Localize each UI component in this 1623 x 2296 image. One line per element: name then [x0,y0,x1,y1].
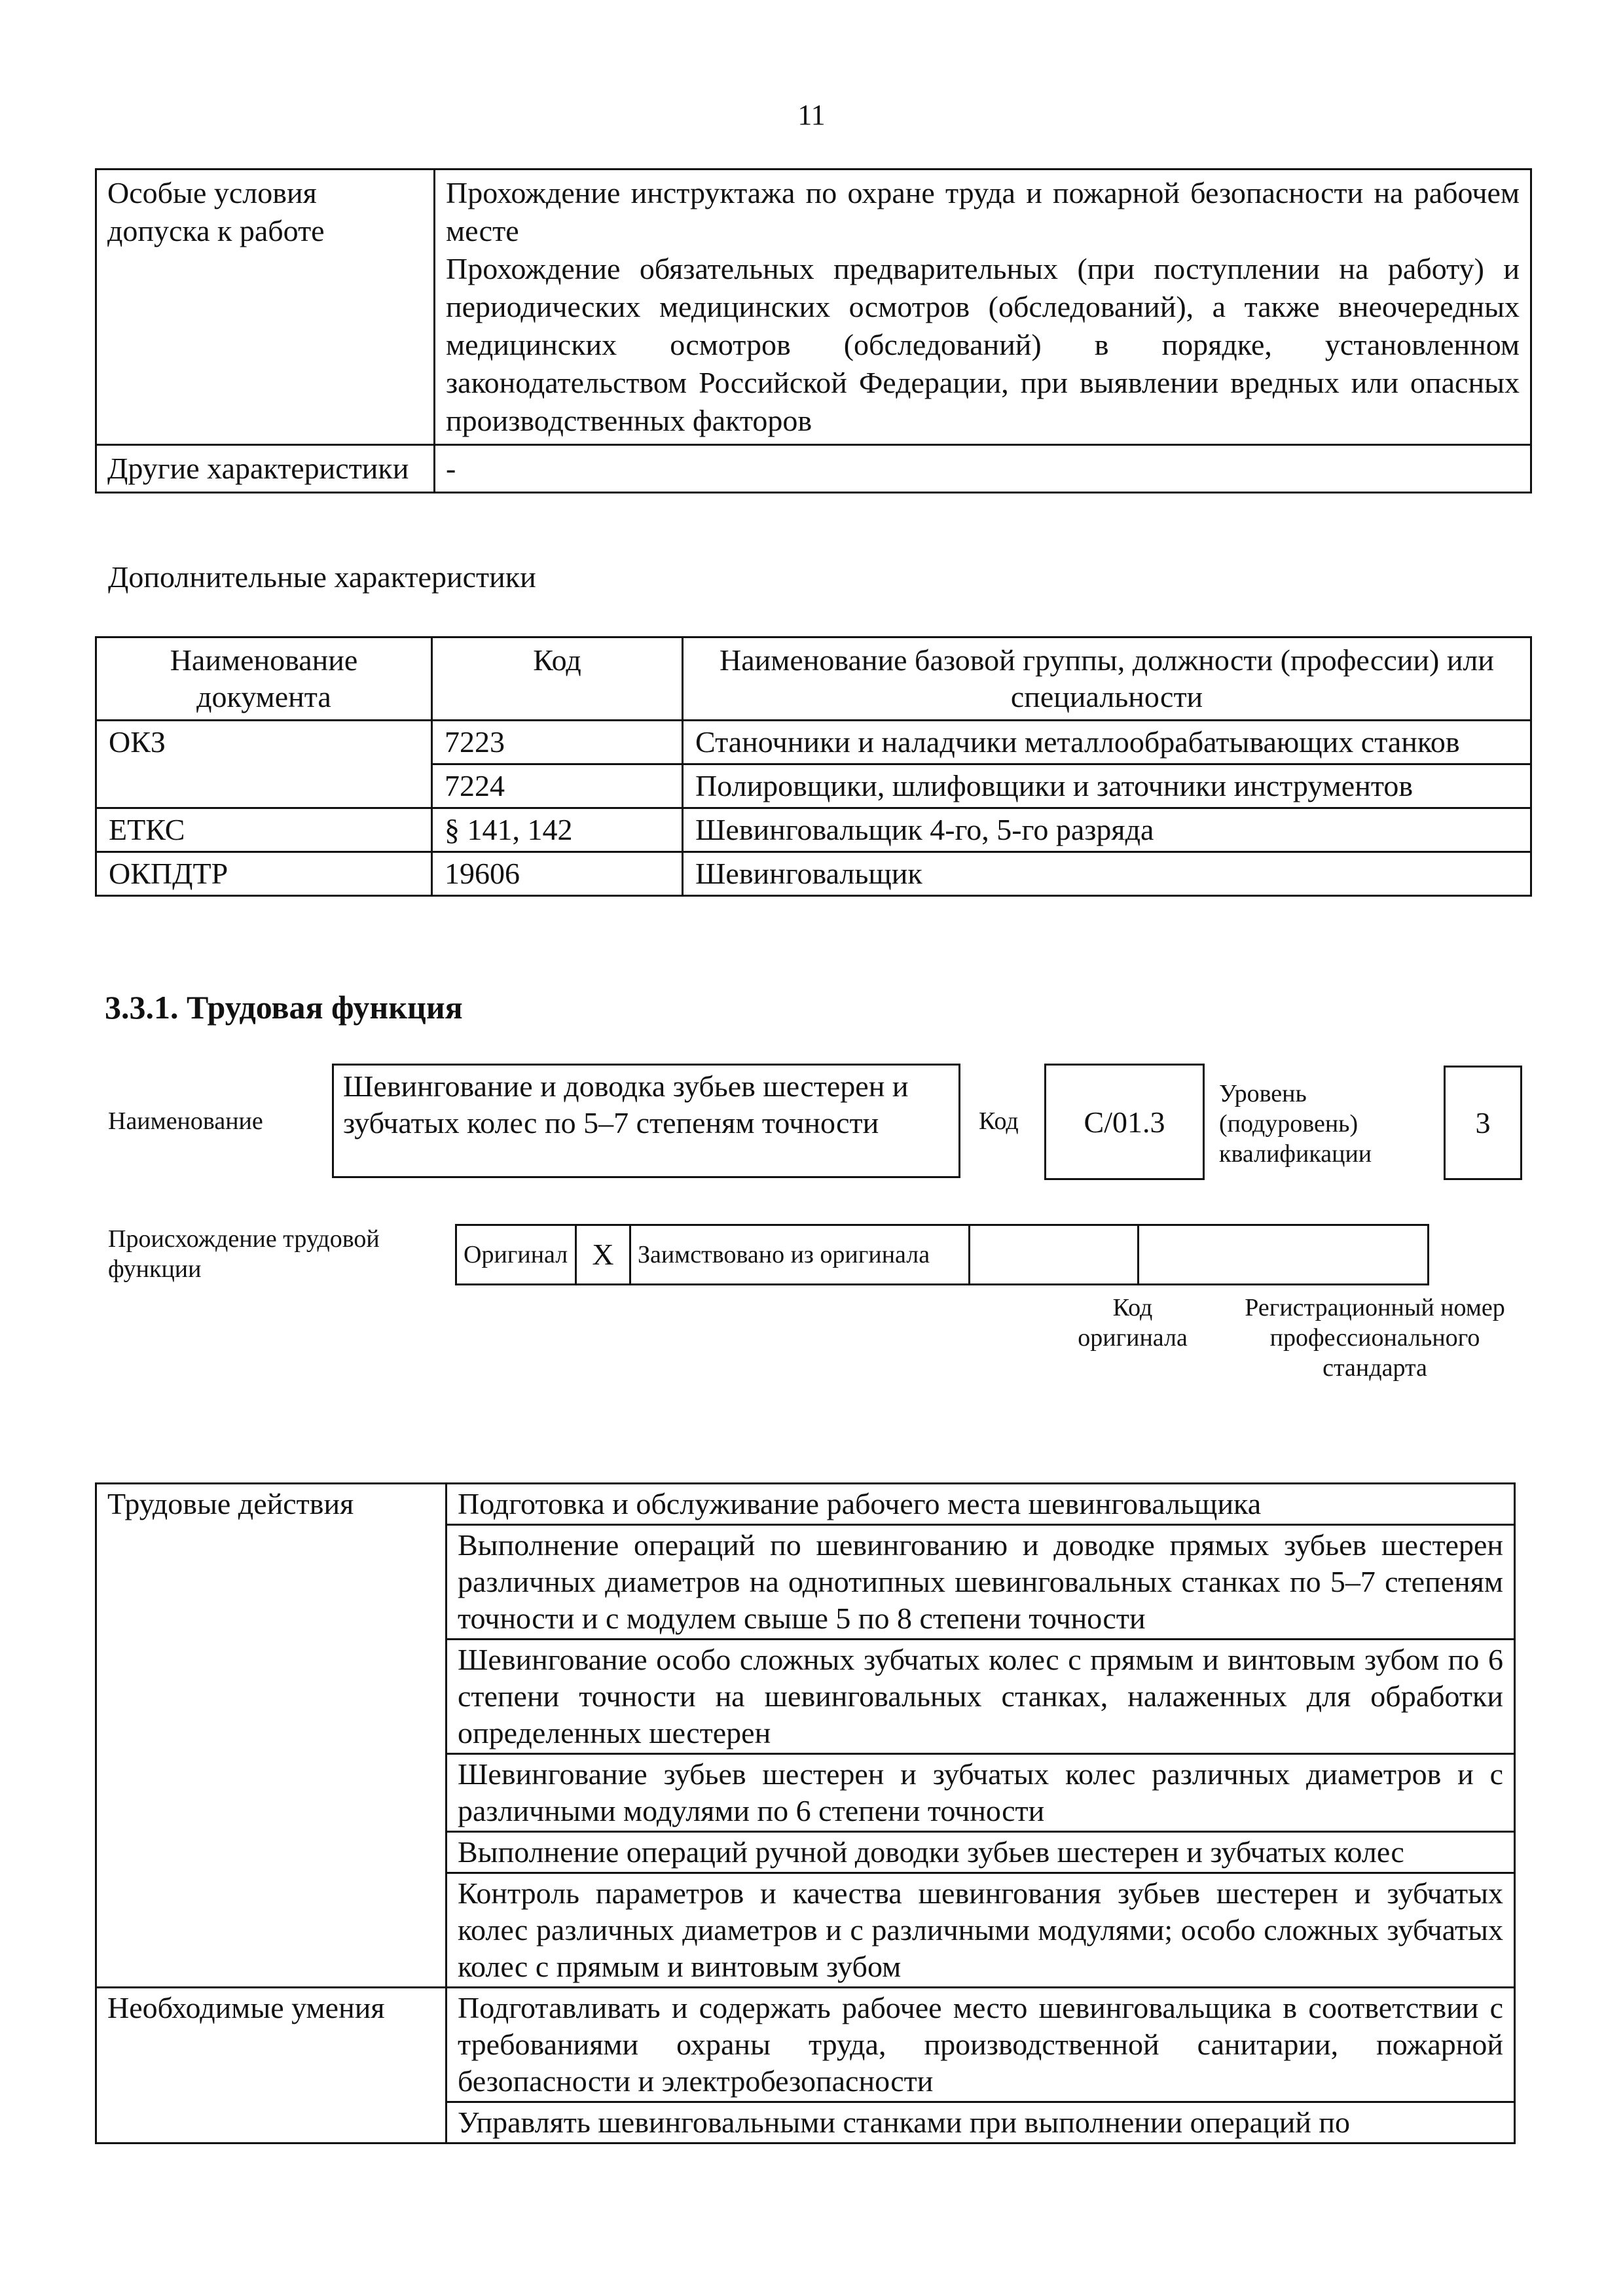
level-label: Уровень (подуровень) квалификации [1219,1080,1372,1168]
table-cell: Выполнение операций по шевингованию и доводке прямых зубьев шестерен различных диаметров на однотипных шевинговальных станках по 5–7 степеням точности и с модулем свыше 5 по 8 степени точности [447,1525,1515,1640]
table-cell: ОКЗ [96,721,432,808]
additional-table [95,636,1532,897]
table-cell: 7223 [432,721,683,764]
table-row [96,808,1531,852]
table-row [96,852,1531,896]
table-cell: Управлять шевинговальными станками при выполнении операций по [447,2102,1515,2144]
table-row [96,170,1531,445]
table-row [96,1988,1515,2102]
section-caption: Дополнительные характеристики [108,560,536,594]
original-label: Оригинал [456,1225,576,1285]
conditions-table [95,168,1532,493]
table-cell: Подготовка и обслуживание рабочего места шевинговальщика [447,1484,1515,1525]
reg-number-caption: Регистрационный номер профессионального стандарта [1245,1294,1505,1382]
table-header-row [96,637,1531,721]
text-line: Прохождение инструктажа по охране труда и пожарной безопасности на рабочем месте [446,176,1520,247]
borrowed-label: Заимствовано из оригинала [630,1225,970,1285]
table-cell: Шевингование особо сложных зубчатых колес с прямым и винтовым зубом по 6 степени точности на шевинговальных станках, налаженных для обработки определенных шестерен [447,1640,1515,1754]
table-cell: Контроль параметров и качества шевингования зубьев шестерен и зубчатых колес различных диаметров и с различными модулями; особо сложных зубчатых колес с прямым и винтовым зубом [447,1873,1515,1988]
table-cell: ОКПДТР [96,852,432,896]
code-original-cell [970,1225,1139,1285]
column-header: Наименование базовой группы, должности (профессии) или специальности [683,637,1531,721]
table-cell: ЕТКС [96,808,432,852]
table-row [456,1225,1429,1285]
table-row [96,1484,1515,1525]
table-cell: Шевинговальщик 4-го, 5-го разряда [683,808,1531,852]
function-name-box: Шевингование и доводка зубьев шестерен и зубчатых колес по 5–7 степеням точности [332,1064,960,1178]
table-cell: 19606 [432,852,683,896]
table-row [96,721,1531,764]
code-label: Код [979,1107,1019,1135]
table-cell: Станочники и наладчики металлообрабатывающих станков [683,721,1531,764]
row-label: Другие характеристики [96,445,435,493]
name-label: Наименование [108,1107,263,1135]
row-label: Трудовые действия [96,1484,447,1988]
table-cell: § 141, 142 [432,808,683,852]
table-cell: Подготавливать и содержать рабочее место шевинговальщика в соответствии с требованиями охраны труда, производственной санитарии, пожарной безопасности и электробезопасности [447,1988,1515,2102]
table-cell: 7224 [432,764,683,808]
row-value [435,170,1531,445]
code-original-caption: Код оригинала [1078,1294,1188,1352]
level-value-box: 3 [1444,1066,1522,1180]
table-cell: Шевинговальщик [683,852,1531,896]
original-mark: X [576,1225,630,1285]
table-cell: Шевингование зубьев шестерен и зубчатых колес различных диаметров и с различными модулями по 6 степени точности [447,1754,1515,1832]
column-header: Код [432,637,683,721]
table-row [96,445,1531,493]
row-label: Необходимые умения [96,1988,447,2144]
origin-label: Происхождение трудовой функции [108,1225,380,1283]
row-value: - [435,445,1531,493]
row-label: Особые условия допуска к работе [96,170,435,445]
origin-table [455,1224,1429,1285]
column-header: Наименование документа [96,637,432,721]
table-cell: Полировщики, шлифовщики и заточники инструментов [683,764,1531,808]
reg-number-cell [1139,1225,1429,1285]
page-number: 11 [797,99,826,131]
text-line: Прохождение обязательных предварительных (при поступлении на работу) и периодических медицинских осмотров (обследований), а также внеочередных медицинских осмотров (обследований) в порядке, установленном законодательством Российской Федерации, при выявлении вредных или опасных производственных факторов [446,252,1520,437]
function-code-box: С/01.3 [1044,1064,1205,1180]
details-table [95,1482,1516,2144]
table-cell: Выполнение операций ручной доводки зубьев шестерен и зубчатых колес [447,1832,1515,1873]
function-title: 3.3.1. Трудовая функция [105,989,463,1026]
